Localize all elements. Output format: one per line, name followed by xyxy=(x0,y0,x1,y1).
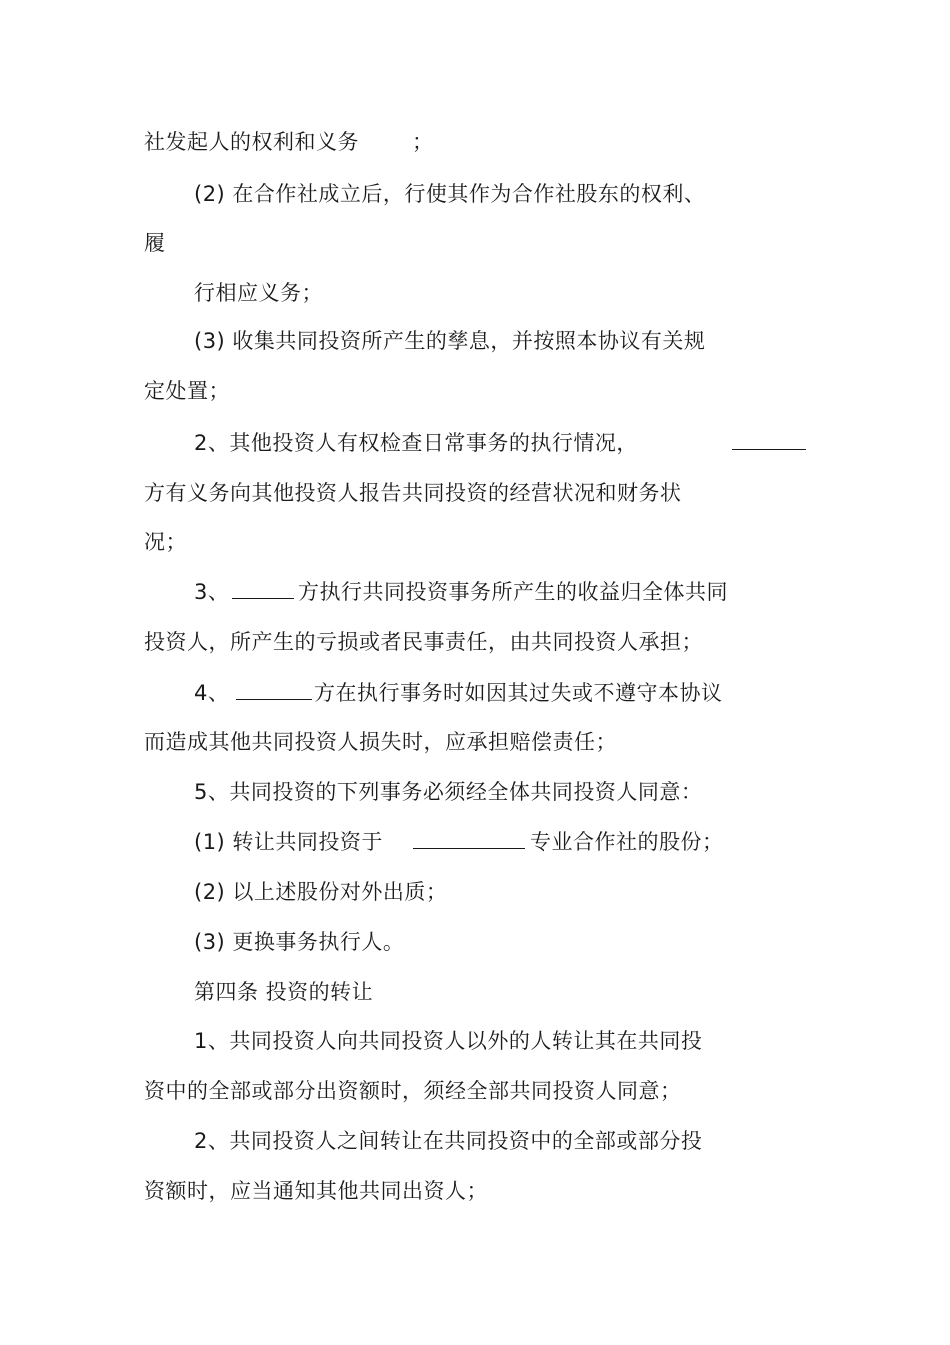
text-line: 1、共同投资人向共同投资人以外的人转让其在共同投 xyxy=(194,1029,703,1053)
fill-in-blank xyxy=(732,429,806,457)
text-line: 履 xyxy=(144,231,166,255)
section-heading: 第四条 投资的转让 xyxy=(194,980,374,1004)
text-line: 而造成其他共同投资人损失时，应承担赔偿责任； xyxy=(144,730,617,754)
fill-in-blank xyxy=(236,679,312,707)
fill-in-blank xyxy=(413,828,525,856)
text-line: 行相应义务； xyxy=(194,281,323,305)
text-line: (2) 以上述股份对外出质； xyxy=(194,880,448,904)
text-line: 社发起人的权利和义务 xyxy=(144,130,359,154)
text-line: 5、共同投资的下列事务必须经全体共同投资人同意： xyxy=(194,780,703,804)
text-line: 资额时，应当通知其他共同出资人； xyxy=(144,1179,488,1203)
text-line: 2、共同投资人之间转让在共同投资中的全部或部分投 xyxy=(194,1129,703,1153)
text-line: 资中的全部或部分出资额时，须经全部共同投资人同意； xyxy=(144,1079,682,1103)
text-line: 投资人，所产生的亏损或者民事责任，由共同投资人承担； xyxy=(144,630,703,654)
text-line: 专业合作社的股份； xyxy=(530,830,724,854)
fill-in-blank xyxy=(232,578,294,606)
text-line: (2) 在合作社成立后，行使其作为合作社股东的权利、 xyxy=(194,182,706,206)
text-line: 定处置； xyxy=(144,379,230,403)
text-line: 4、 xyxy=(194,681,230,705)
text-line: 3、 xyxy=(194,580,230,604)
text-line: 方执行共同投资事务所产生的收益归全体共同 xyxy=(298,580,728,604)
text-line: 方在执行事务时如因其过失或不遵守本协议 xyxy=(314,681,723,705)
text-line: (3) 收集共同投资所产生的孳息，并按照本协议有关规 xyxy=(194,329,706,353)
text-line: 2、其他投资人有权检查日常事务的执行情况， xyxy=(194,431,638,455)
text-line: 况； xyxy=(144,530,187,554)
text-line: (1) 转让共同投资于 xyxy=(194,830,383,854)
text-line: 方有义务向其他投资人报告共同投资的经营状况和财务状 xyxy=(144,481,682,505)
text-line: (3) 更换事务执行人。 xyxy=(194,930,405,954)
text-line: ； xyxy=(412,130,434,154)
